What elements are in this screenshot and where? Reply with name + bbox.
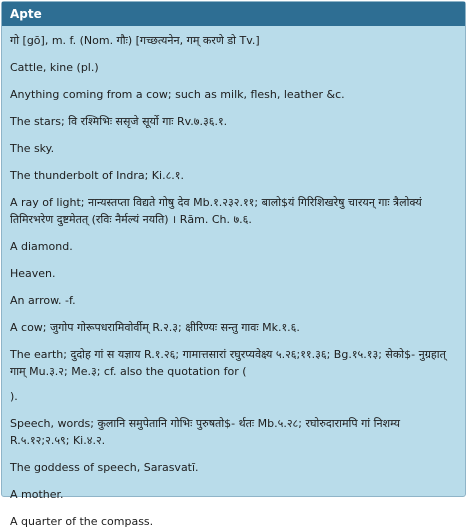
entry-sense: A quarter of the compass. bbox=[10, 515, 154, 528]
entry-body bbox=[2, 26, 465, 530]
entry-sense: A cow; जुगोप गोरूपधरामिवोर्वीम् R.२.३; क्षीरिण्यः सन्तु गावः Mk.१.६. bbox=[10, 321, 300, 334]
entry-sense: The sky. bbox=[10, 142, 55, 155]
entry-sense: The goddess of speech, Sarasvatī. bbox=[10, 461, 199, 474]
entry-sense: A mother. bbox=[10, 488, 64, 501]
entry-sense: Heaven. bbox=[10, 267, 56, 280]
dictionary-title: Apte bbox=[10, 7, 42, 21]
entry-sense-continuation: ). bbox=[10, 390, 18, 403]
entry-sense: A ray of light; नान्यस्तप्ता विद्यते गोषु देव Mb.१.२३२.११; बालो$यं गिरिशिखरेषु चारयन् गाः त्रैलोक्यं तिमिरभरेण दुष्टमेतत् (रविः नैर्मल्यं नयति) । Rām. Ch. ७.६. bbox=[10, 196, 422, 226]
entry-sense: Anything coming from a cow; such as milk, flesh, leather &c. bbox=[10, 88, 345, 101]
panel-header bbox=[2, 2, 465, 26]
entry-sense: Cattle, kine (pl.) bbox=[10, 61, 99, 74]
entry-sense: The stars; वि रश्मिभिः ससृजे सूर्यो गाः Rv.७.३६.१. bbox=[10, 115, 228, 128]
entry-sense: Speech, words; कुलानि समुपेतानि गोभिः पुरुषतो$- र्थतः Mb.५.२८; रघोरुदारामपि गां निशम्य R.५.१२;२.५९; Ki.४.२. bbox=[10, 417, 401, 447]
entry-sense: An arrow. -f. bbox=[10, 294, 76, 307]
entry-sense: The earth; दुदोह गां स यज्ञाय R.१.२६; गामात्तसारां रघुरप्यवेक्ष्य ५.२६;११.३६; Bg.१५.१३; सेको$- नुग्रहात् गाम् Mu.३.२; Me.३; cf. also the quotation for ( bbox=[10, 348, 446, 378]
dictionary-panel bbox=[1, 1, 466, 528]
entry-sense: A diamond. bbox=[10, 240, 73, 253]
entry-sense: The thunderbolt of Indra; Ki.८.१. bbox=[10, 169, 184, 182]
entry-headword: गो [gō], m. f. (Nom. गौः) [गच्छत्यनेन, गम् करणे डो Tv.] bbox=[10, 34, 260, 47]
